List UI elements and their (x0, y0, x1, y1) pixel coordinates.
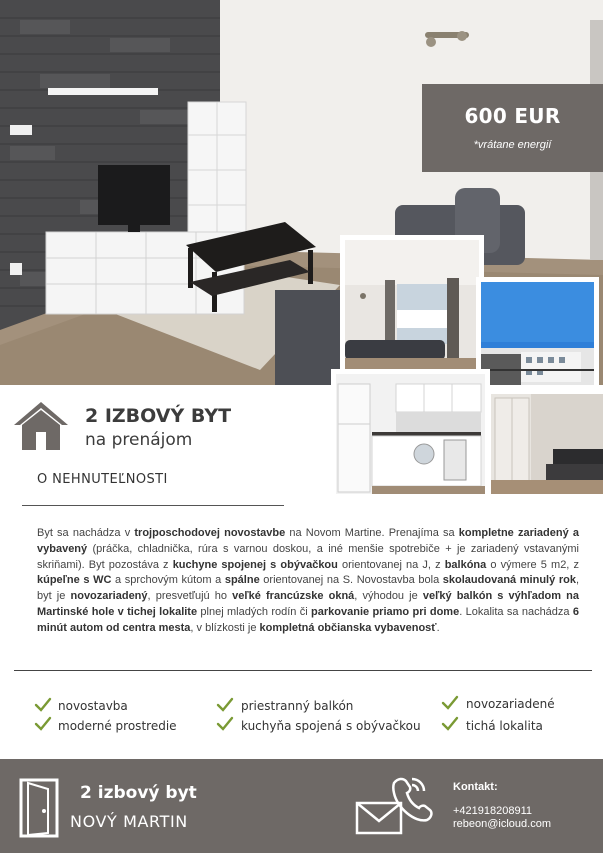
footer-subtitle: NOVÝ MARTIN (70, 812, 188, 831)
description-text: . Lokalita sa nachádza (459, 605, 573, 618)
description-highlight: kúpeľne s WC (37, 574, 112, 587)
check-icon (216, 697, 234, 713)
description-highlight: kompletne zariadený a vybavený (37, 527, 579, 555)
description-text: na Novom Martine. Prenajíma sa (285, 527, 459, 539)
feature-item: tichá lokalita (466, 719, 543, 733)
description-highlight: spálne (224, 574, 260, 587)
description-text: (práčka, chladnička, rúra s varnou doskou, a iné menšie spotrebiče + je zariadený vstavanými skriňami). Byt pozostáva z (37, 542, 579, 571)
description-highlight: veľký balkón s výhľadom na Martinské hole v tichej lokalite (37, 590, 580, 618)
description-text: , v blízkosti je (190, 621, 260, 634)
contact-email[interactable]: rebeon@icloud.com (453, 818, 551, 830)
description-text: plnej mladých rodín či (197, 605, 312, 618)
description-text: o výmere 5 m2, z (486, 558, 579, 571)
description-text: orientovanej na J, z (337, 558, 445, 571)
door-icon (18, 777, 60, 839)
contact-phone[interactable]: +421918208911 (453, 805, 533, 817)
photo-living-room (340, 235, 484, 379)
house-icon (12, 400, 70, 452)
description-highlight: skolaudovaná minulý rok (442, 574, 576, 587)
description-highlight: veľké francúzske okná (232, 590, 355, 603)
feature-item: kuchyňa spojená s obývačkou (241, 719, 421, 733)
description-highlight: trojposchodovej novostavbe (134, 527, 286, 539)
footer-title: 2 izbový byt (80, 783, 197, 803)
check-icon (34, 716, 52, 732)
description-highlight: kuchyne spojenej s obývačkou (172, 558, 338, 571)
listing-title: 2 IZBOVÝ BYT (85, 405, 232, 427)
photo-kitchen (331, 369, 490, 499)
description-highlight: parkovanie priamo pri dome (311, 605, 460, 618)
feature-item: moderné prostredie (58, 719, 177, 733)
photo-bedroom (486, 389, 603, 499)
listing-subtitle: na prenájom (85, 430, 193, 450)
phone-envelope-icon (354, 775, 434, 837)
description-highlight: novozariadený (70, 590, 148, 603)
check-icon (441, 716, 459, 732)
section-heading: O NEHNUTEĽNOSTI (37, 472, 168, 487)
check-icon (441, 695, 459, 711)
feature-item: novozariadené (466, 697, 555, 711)
feature-item: priestranný balkón (241, 699, 354, 713)
price-box (422, 84, 603, 172)
feature-item: novostavba (58, 699, 128, 713)
description-text: , presvetľujú ho (147, 590, 233, 603)
contact-label: Kontakt: (453, 781, 498, 793)
check-icon (34, 697, 52, 713)
divider (22, 505, 284, 506)
description-text: , výhodou je (354, 590, 423, 603)
description-highlight: balkóna (444, 558, 487, 571)
description-text: orientovanej na S. Novostavba bola (259, 574, 443, 587)
photo-balcony-view (476, 277, 599, 390)
description-text: Byt sa nachádza v (37, 527, 135, 539)
description-highlight: 6 minút autom od centra mesta (37, 605, 580, 634)
footer-bar (0, 759, 603, 853)
description-text: a sprchovým kútom a (111, 574, 225, 587)
price-note: *vrátane energií (473, 139, 552, 151)
description-highlight: kompletná občianska vybavenosť (259, 621, 437, 634)
check-icon (216, 716, 234, 732)
description-text: , byt je (37, 574, 580, 603)
description (37, 526, 579, 637)
price-amount: 600 EUR (464, 104, 561, 128)
description-text: . (436, 621, 440, 634)
divider (14, 670, 592, 671)
